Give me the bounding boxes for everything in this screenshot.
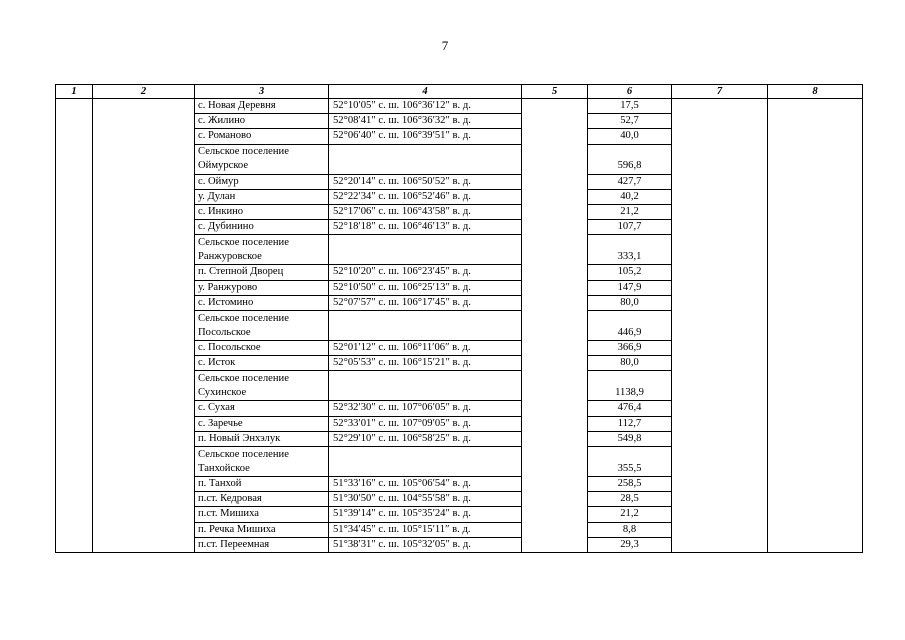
settlement-name: с. Исток	[195, 356, 329, 371]
settlement-name: п. Танхой	[195, 477, 329, 492]
area-value: 355,5	[588, 447, 672, 477]
page-number: 7	[441, 38, 449, 53]
column-header: 3	[195, 85, 329, 99]
coordinates: 52°08′41″ с. ш. 106°36′32″ в. д.	[329, 114, 522, 129]
settlement-name: п.ст. Переемная	[195, 537, 329, 552]
coordinates: 52°05′53″ с. ш. 106°15′21″ в. д.	[329, 356, 522, 371]
coordinates: 52°33′01″ с. ш. 107°09′05″ в. д.	[329, 416, 522, 431]
coordinates: 52°10′50″ с. ш. 106°25′13″ в. д.	[329, 280, 522, 295]
area-value: 366,9	[588, 341, 672, 356]
settlement-name: с. Сухая	[195, 401, 329, 416]
coordinates: 51°38′31″ с. ш. 105°32′05″ в. д.	[329, 537, 522, 552]
settlement-name: с. Инкино	[195, 205, 329, 220]
settlement-name: с. Романово	[195, 129, 329, 144]
settlement-name: с. Посольское	[195, 341, 329, 356]
header-row	[56, 85, 863, 99]
column-header: 2	[93, 85, 195, 99]
coordinates: 51°30′50″ с. ш. 104°55′58″ в. д.	[329, 492, 522, 507]
column-header: 7	[672, 85, 768, 99]
coordinates: 52°18′18″ с. ш. 106°46′13″ в. д.	[329, 220, 522, 235]
area-value: 40,0	[588, 129, 672, 144]
coordinates	[329, 371, 522, 401]
table-row	[56, 99, 863, 114]
coordinates: 51°39′14″ с. ш. 105°35′24″ в. д.	[329, 507, 522, 522]
settlement-name: п. Новый Энхэлук	[195, 431, 329, 446]
coordinates	[329, 144, 522, 174]
area-value: 1138,9	[588, 371, 672, 401]
area-value: 105,2	[588, 265, 672, 280]
area-value: 258,5	[588, 477, 672, 492]
area-value: 52,7	[588, 114, 672, 129]
col-8-cell	[768, 99, 863, 553]
area-value: 28,5	[588, 492, 672, 507]
area-value: 107,7	[588, 220, 672, 235]
settlement-name: с. Истомино	[195, 295, 329, 310]
settlement-name: у. Дулан	[195, 189, 329, 204]
coordinates: 52°10′05″ с. ш. 106°36′12″ в. д.	[329, 99, 522, 114]
coordinates	[329, 447, 522, 477]
coordinates: 51°34′45″ с. ш. 105°15′11″ в. д.	[329, 522, 522, 537]
column-header: 6	[588, 85, 672, 99]
area-value: 427,7	[588, 174, 672, 189]
settlement-name: Сельское поселение Танхойское	[195, 447, 329, 477]
settlement-name: у. Ранжурово	[195, 280, 329, 295]
column-header: 8	[768, 85, 863, 99]
col-2-cell	[93, 99, 195, 553]
area-value: 21,2	[588, 205, 672, 220]
area-value: 80,0	[588, 295, 672, 310]
coordinates: 52°06′40″ с. ш. 106°39′51″ в. д.	[329, 129, 522, 144]
settlement-name: с. Оймур	[195, 174, 329, 189]
coordinates: 52°10′20″ с. ш. 106°23′45″ в. д.	[329, 265, 522, 280]
area-value: 29,3	[588, 537, 672, 552]
coordinates	[329, 235, 522, 265]
settlement-name: Сельское поселение Посольское	[195, 311, 329, 341]
coordinates: 51°33′16″ с. ш. 105°06′54″ в. д.	[329, 477, 522, 492]
coordinates: 52°32′30″ с. ш. 107°06′05″ в. д.	[329, 401, 522, 416]
coordinates: 52°22′34″ с. ш. 106°52′46″ в. д.	[329, 189, 522, 204]
settlement-name: п. Речка Мишиха	[195, 522, 329, 537]
settlement-name: п.ст. Кедровая	[195, 492, 329, 507]
area-value: 549,8	[588, 431, 672, 446]
settlement-name: с. Новая Деревня	[195, 99, 329, 114]
area-value: 596,8	[588, 144, 672, 174]
area-value: 476,4	[588, 401, 672, 416]
area-value: 147,9	[588, 280, 672, 295]
col-5-cell	[522, 99, 588, 553]
coordinates: 52°07′57″ с. ш. 106°17′45″ в. д.	[329, 295, 522, 310]
area-value: 333,1	[588, 235, 672, 265]
settlement-name: с. Дубинино	[195, 220, 329, 235]
settlement-name: с. Жилино	[195, 114, 329, 129]
settlement-name: Сельское поселение Сухинское	[195, 371, 329, 401]
col-7-cell	[672, 99, 768, 553]
area-value: 80,0	[588, 356, 672, 371]
column-header: 1	[56, 85, 93, 99]
coordinates: 52°01′12″ с. ш. 106°11′06″ в. д.	[329, 341, 522, 356]
settlements-table	[55, 84, 863, 553]
column-header: 4	[329, 85, 522, 99]
col-1-cell	[56, 99, 93, 553]
settlement-name: Сельское поселение Ранжуровское	[195, 235, 329, 265]
area-value: 446,9	[588, 311, 672, 341]
coordinates: 52°20′14″ с. ш. 106°50′52″ в. д.	[329, 174, 522, 189]
coordinates	[329, 311, 522, 341]
area-value: 112,7	[588, 416, 672, 431]
column-header: 5	[522, 85, 588, 99]
settlement-name: п. Степной Дворец	[195, 265, 329, 280]
coordinates: 52°29′10″ с. ш. 106°58′25″ в. д.	[329, 431, 522, 446]
area-value: 40,2	[588, 189, 672, 204]
settlement-name: с. Заречье	[195, 416, 329, 431]
area-value: 17,5	[588, 99, 672, 114]
coordinates: 52°17′06″ с. ш. 106°43′58″ в. д.	[329, 205, 522, 220]
settlement-name: Сельское поселение Оймурское	[195, 144, 329, 174]
area-value: 8,8	[588, 522, 672, 537]
area-value: 21,2	[588, 507, 672, 522]
settlement-name: п.ст. Мишиха	[195, 507, 329, 522]
